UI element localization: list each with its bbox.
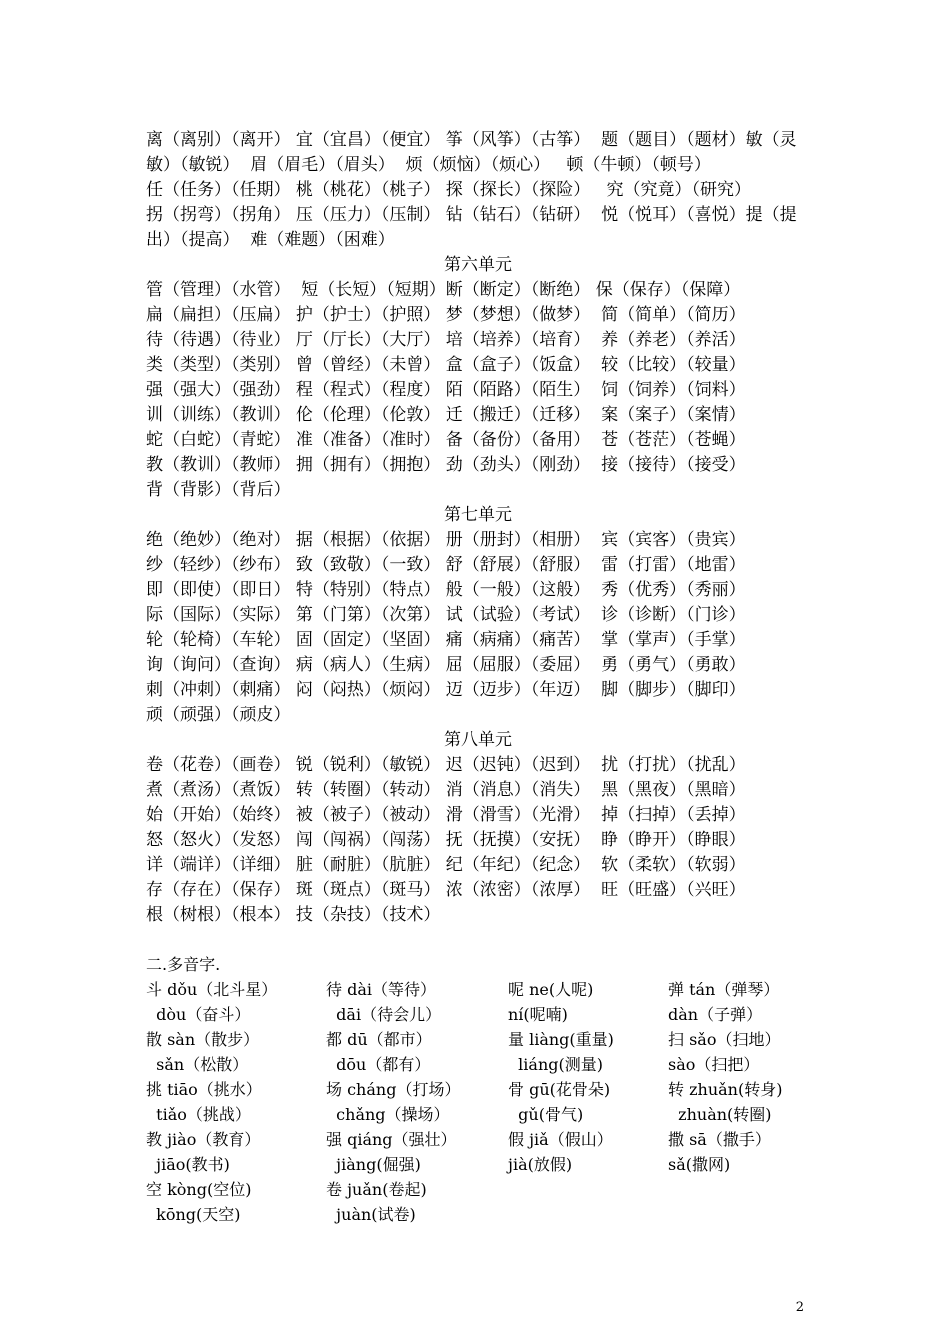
- unit-heading: 第八单元: [444, 730, 512, 750]
- vocab-line: 询（询问）（查询） 病（病人）（生病） 屈（屈服）（委屈） 勇（勇气）（勇敢）: [146, 655, 746, 675]
- polyphonic-entry: dōu（都有）: [326, 1055, 431, 1074]
- polyphonic-row: [146, 1052, 810, 1077]
- vocab-line: 待（待遇）（待业） 厅（厅长）（大厅） 培（培养）（培育） 养（养老）（养活）: [146, 330, 746, 350]
- polyphonic-entry: 散 sàn（散步）: [146, 1030, 260, 1049]
- vocab-line: 绝（绝妙）（绝对） 据（根据）（依据） 册（册封）（相册） 宾（宾客）（贵宾）: [146, 530, 746, 550]
- polyphonic-entry: 卷 juǎn(卷起): [326, 1180, 427, 1199]
- polyphonic-entry: 空 kòng(空位): [146, 1180, 252, 1199]
- polyphonic-entry: 教 jiào（教育）: [146, 1130, 261, 1149]
- polyphonic-section: [146, 952, 810, 1227]
- polyphonic-row: [146, 1152, 810, 1177]
- polyphonic-entry: 弹 tán（弹琴）: [668, 980, 780, 999]
- vocabulary-list: [146, 128, 810, 928]
- polyphonic-row: [146, 1027, 810, 1052]
- polyphonic-entry: dòu（奋斗）: [146, 1005, 251, 1024]
- vocab-line: 刺（冲刺）（刺痛） 闷（闷热）（烦闷） 迈（迈步）（年迈） 脚（脚步）（脚印）: [146, 680, 746, 700]
- section-heading: [146, 952, 810, 977]
- polyphonic-row: [146, 1177, 810, 1202]
- vocab-line: 敏）（敏锐） 眉（眉毛）（眉头） 烦（烦恼）（烦心） 顿（牛顿）（顿号）: [146, 155, 711, 175]
- vocab-line: 际（国际）（实际） 第（门第）（次第） 试（试验）（考试） 诊（诊断）（门诊）: [146, 605, 746, 625]
- polyphonic-entry: 呢 ne(人呢): [508, 980, 594, 999]
- vocab-line: 拐（拐弯）（拐角） 压（压力）（压制） 钻（钻石）（钻研） 悦（悦耳）（喜悦）提（提: [146, 205, 797, 225]
- vocab-line: 根（树根）（根本） 技（杂技）（技术）: [146, 905, 441, 925]
- polyphonic-entry: 撒 sā（撒手）: [668, 1130, 771, 1149]
- polyphonic-entry: kōng(天空): [146, 1205, 241, 1224]
- polyphonic-entry: dàn（子弹）: [668, 1005, 763, 1024]
- vocab-line: 详（端详）（详细） 脏（耐脏）（肮脏） 纪（年纪）（纪念） 软（柔软）（软弱）: [146, 855, 746, 875]
- polyphonic-entry: gǔ(骨气): [508, 1105, 584, 1124]
- vocab-line: 出）（提高） 难（难题）（困难）: [146, 230, 395, 250]
- polyphonic-entry: sǎn（松散）: [146, 1055, 249, 1074]
- vocab-line: 煮（煮汤）（煮饭） 转（转圈）（转动） 消（消息）（消失） 黑（黑夜）（黑暗）: [146, 780, 746, 800]
- vocab-line: 即（即使）（即日） 特（特别）（特点） 般（一般）（这般） 秀（优秀）（秀丽）: [146, 580, 746, 600]
- vocab-line: 扁（扁担）（压扁） 护（护士）（护照） 梦（梦想）（做梦） 简（简单）（简历）: [146, 305, 746, 325]
- polyphonic-entry: 挑 tiāo（挑水）: [146, 1080, 262, 1099]
- polyphonic-entry: zhuàn(转圈): [668, 1105, 772, 1124]
- polyphonic-entry: ní(呢喃): [508, 1005, 568, 1024]
- polyphonic-entry: sǎ(撒网): [668, 1155, 731, 1174]
- polyphonic-entry: chǎng（操场）: [326, 1105, 450, 1124]
- polyphonic-entry: 场 cháng（打场）: [326, 1080, 461, 1099]
- polyphonic-entry: tiǎo（挑战）: [146, 1105, 251, 1124]
- polyphonic-row: [146, 1077, 810, 1102]
- polyphonic-entry: liáng(测量): [508, 1055, 603, 1074]
- polyphonic-row: [146, 977, 810, 1002]
- polyphonic-entry: jiàng(倔强): [326, 1155, 421, 1174]
- vocab-line: 离（离别）（离开） 宜（宜昌）（便宜） 筝（风筝）（古筝） 题（题目）（题材）敏（灵: [146, 130, 797, 150]
- vocab-line: 顽（顽强）（顽皮）: [146, 705, 291, 725]
- polyphonic-entry: dāi（待会儿）: [326, 1005, 442, 1024]
- vocab-line: 任（任务）（任期） 桃（桃花）（桃子） 探（探长）（探险） 究（究竟）（研究）: [146, 180, 752, 200]
- vocab-line: 始（开始）（始终） 被（被子）（被动） 滑（滑雪）（光滑） 掉（扫掉）（丢掉）: [146, 805, 746, 825]
- vocab-line: 轮（轮椅）（车轮） 固（固定）（坚固） 痛（病痛）（痛苦） 掌（掌声）（手掌）: [146, 630, 746, 650]
- polyphonic-entry: 假 jiǎ（假山）: [508, 1130, 613, 1149]
- polyphonic-entry: sào（扫把）: [668, 1055, 760, 1074]
- polyphonic-entry: jià(放假): [508, 1155, 573, 1174]
- polyphonic-row: [146, 1127, 810, 1152]
- vocab-line: 背（背影）（背后）: [146, 480, 291, 500]
- vocab-line: 类（类型）（类别） 曾（曾经）（未曾） 盒（盒子）（饭盒） 较（比较）（较量）: [146, 355, 746, 375]
- vocab-line: 存（存在）（保存） 斑（斑点）（斑马） 浓（浓密）（浓厚） 旺（旺盛）（兴旺）: [146, 880, 746, 900]
- vocab-line: 怒（怒火）（发怒） 闯（闯祸）（闯荡） 抚（抚摸）（安抚） 睁（睁开）（睁眼）: [146, 830, 746, 850]
- page-number: 2: [795, 1300, 804, 1315]
- polyphonic-entry: 斗 dǒu（北斗星）: [146, 980, 278, 999]
- polyphonic-row: [146, 1202, 810, 1227]
- polyphonic-entry: 骨 gū(花骨朵): [508, 1080, 611, 1099]
- polyphonic-entry: 扫 sǎo（扫地）: [668, 1030, 781, 1049]
- vocab-line: 卷（花卷）（画卷） 锐（锐利）（敏锐） 迟（迟钝）（迟到） 扰（打扰）（扰乱）: [146, 755, 746, 775]
- polyphonic-entry: 强 qiáng（强壮）: [326, 1130, 457, 1149]
- polyphonic-entry: 转 zhuǎn(转身): [668, 1080, 783, 1099]
- vocab-line: 管（管理）（水管） 短（长短）（短期）断（断定）（断绝） 保（保存）（保障）: [146, 280, 741, 300]
- polyphonic-row: [146, 1002, 810, 1027]
- unit-heading: 第七单元: [444, 505, 512, 525]
- vocab-line: 教（教训）（教师） 拥（拥有）（拥抱） 劲（劲头）（刚劲） 接（接待）（接受）: [146, 455, 746, 475]
- vocab-line: 强（强大）（强劲） 程（程式）（程度） 陌（陌路）（陌生） 饲（饲养）（饲料）: [146, 380, 746, 400]
- vocab-line: 训（训练）（教训） 伦（伦理）（伦敦） 迁（搬迁）（迁移） 案（案子）（案情）: [146, 405, 746, 425]
- polyphonic-entry: 待 dài（等待）: [326, 980, 436, 999]
- vocab-line: 蛇（白蛇）（青蛇） 准（准备）（准时） 备（备份）（备用） 苍（苍茫）（苍蝇）: [146, 430, 746, 450]
- unit-heading: 第六单元: [444, 255, 512, 275]
- polyphonic-entry: jiāo(教书): [146, 1155, 230, 1174]
- polyphonic-entry: juàn(试卷): [326, 1205, 416, 1224]
- polyphonic-row: [146, 1102, 810, 1127]
- vocab-line: 纱（轻纱）（纱布） 致（致敬）（一致） 舒（舒展）（舒服） 雷（打雷）（地雷）: [146, 555, 746, 575]
- polyphonic-title: 二.多音字.: [146, 955, 221, 974]
- polyphonic-entry: 量 liàng(重量): [508, 1030, 614, 1049]
- polyphonic-entry: 都 dū（都市）: [326, 1030, 432, 1049]
